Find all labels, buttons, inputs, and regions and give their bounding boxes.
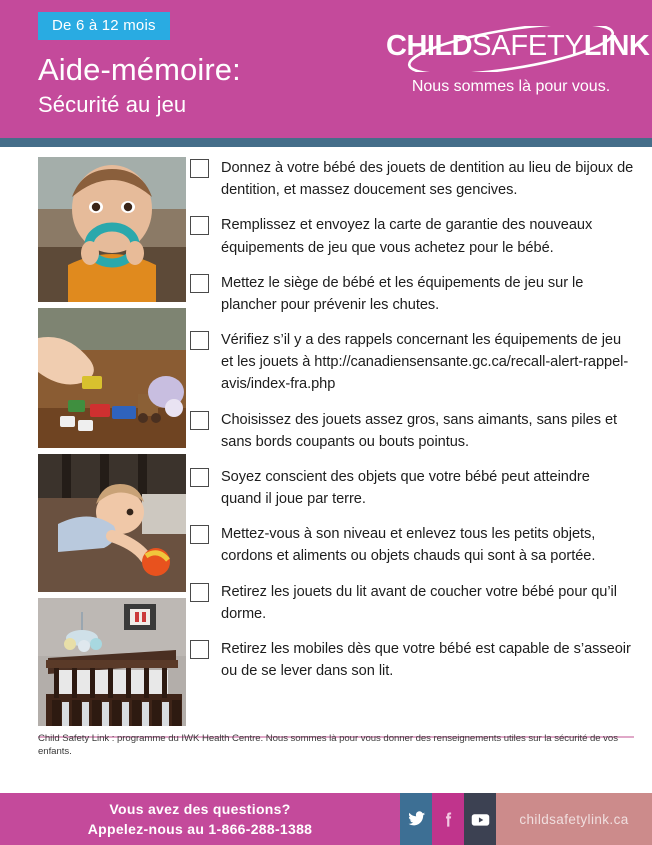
- checklist-item[interactable]: [190, 329, 634, 396]
- photo-toy-blocks: [38, 308, 186, 448]
- checkbox-icon[interactable]: [190, 274, 209, 293]
- logo-tagline: Nous sommes là pour vous.: [411, 78, 611, 95]
- checklist-item[interactable]: [190, 466, 634, 510]
- checklist-item[interactable]: [190, 214, 634, 258]
- youtube-link[interactable]: [464, 793, 496, 845]
- checkbox-icon[interactable]: [190, 468, 209, 487]
- checklist-item-label: Choisissez des jouets assez gros, sans aimants, sans piles et sans bords coupants ou bouts pointus.: [221, 411, 618, 450]
- photo-baby-teether-art: [38, 157, 186, 302]
- photo-column: [38, 157, 186, 732]
- checkbox-icon[interactable]: [190, 159, 209, 178]
- photo-crib: [38, 598, 186, 726]
- youtube-icon: [470, 809, 491, 830]
- photo-crib-art: [38, 598, 186, 726]
- disclaimer-text: Child Safety Link : programme du IWK Health Centre. Nous sommes là pour vous donner des renseignements utiles sur la sécurité de vos enfants.: [38, 733, 618, 757]
- logo-wordmark: [386, 30, 650, 62]
- checklist-item[interactable]: [190, 409, 634, 453]
- checklist-item[interactable]: [190, 523, 634, 567]
- footer-contact: [0, 793, 400, 845]
- checklist-item-label: Vérifiez s’il y a des rappels concernant les équipements de jeu et les jouets à http://canadiensensante.gc.ca/recall-alert-rappel-avis/index-fra.php: [221, 332, 629, 393]
- checklist-item[interactable]: [190, 272, 634, 316]
- child-safety-link-logo: [386, 26, 650, 96]
- page-title: Aide-mémoire:: [38, 52, 241, 87]
- footer-contact-text: [88, 799, 313, 840]
- checklist-item[interactable]: [190, 581, 634, 625]
- page-content: [0, 147, 652, 764]
- checklist-item-label: Retirez les jouets du lit avant de coucher votre bébé pour qu’il dorme.: [221, 583, 617, 622]
- checkbox-icon[interactable]: [190, 216, 209, 235]
- checklist-item-label: Soyez conscient des objets que votre bébé peut atteindre quand il joue par terre.: [221, 468, 590, 508]
- page-header: [0, 0, 652, 138]
- checkbox-icon[interactable]: [190, 331, 209, 350]
- footer-phone-line: Appelez-nous au 1-866-288-1388: [87, 821, 313, 837]
- photo-baby-teether: [38, 157, 186, 302]
- checklist-item-label: Mettez-vous à son niveau et enlevez tous les petits objets, cordons et aliments ou objets chauds qui sont à sa portée.: [221, 526, 596, 565]
- facebook-icon: [439, 810, 458, 829]
- logo-safety: SAFETY: [472, 30, 584, 62]
- facebook-link[interactable]: [432, 793, 464, 845]
- logo-link: LINK: [583, 30, 650, 62]
- checklist-item-label: Remplissez et envoyez la carte de garantie des nouveaux équipements de jeu que vous achetez pour le bébé.: [221, 217, 593, 256]
- checklist-item[interactable]: [190, 638, 634, 682]
- checklist-item-label: Donnez à votre bébé des jouets de dentition au lieu de bijoux de dentition, et massez doucement ses gencives.: [221, 160, 634, 199]
- checkbox-icon[interactable]: [190, 640, 209, 659]
- header-rule: [0, 138, 652, 147]
- photo-baby-reaching-ball: [38, 454, 186, 592]
- page-footer: [0, 793, 652, 845]
- checkbox-icon[interactable]: [190, 525, 209, 544]
- checklist-item[interactable]: [190, 157, 634, 201]
- checklist: [190, 157, 634, 695]
- website-link[interactable]: [496, 793, 652, 845]
- age-range-badge: De 6 à 12 mois: [38, 12, 170, 40]
- footer-question-line: Vous avez des questions?: [109, 800, 291, 817]
- twitter-icon: [407, 810, 426, 829]
- page-subtitle: Sécurité au jeu: [38, 92, 187, 118]
- website-label: childsafetylink.ca: [519, 811, 629, 827]
- logo-mark: [386, 26, 650, 72]
- checkbox-icon[interactable]: [190, 583, 209, 602]
- checklist-item-label: Retirez les mobiles dès que votre bébé est capable de s’asseoir ou de se lever dans son lit.: [221, 640, 631, 680]
- twitter-link[interactable]: [400, 793, 432, 845]
- logo-child: CHILD: [386, 30, 473, 62]
- checklist-item-label: Mettez le siège de bébé et les équipements de jeu sur le plancher pour prévenir les chutes.: [221, 274, 584, 313]
- checkbox-icon[interactable]: [190, 411, 209, 430]
- photo-toy-blocks-art: [38, 308, 186, 448]
- photo-baby-reaching-ball-art: [38, 454, 186, 592]
